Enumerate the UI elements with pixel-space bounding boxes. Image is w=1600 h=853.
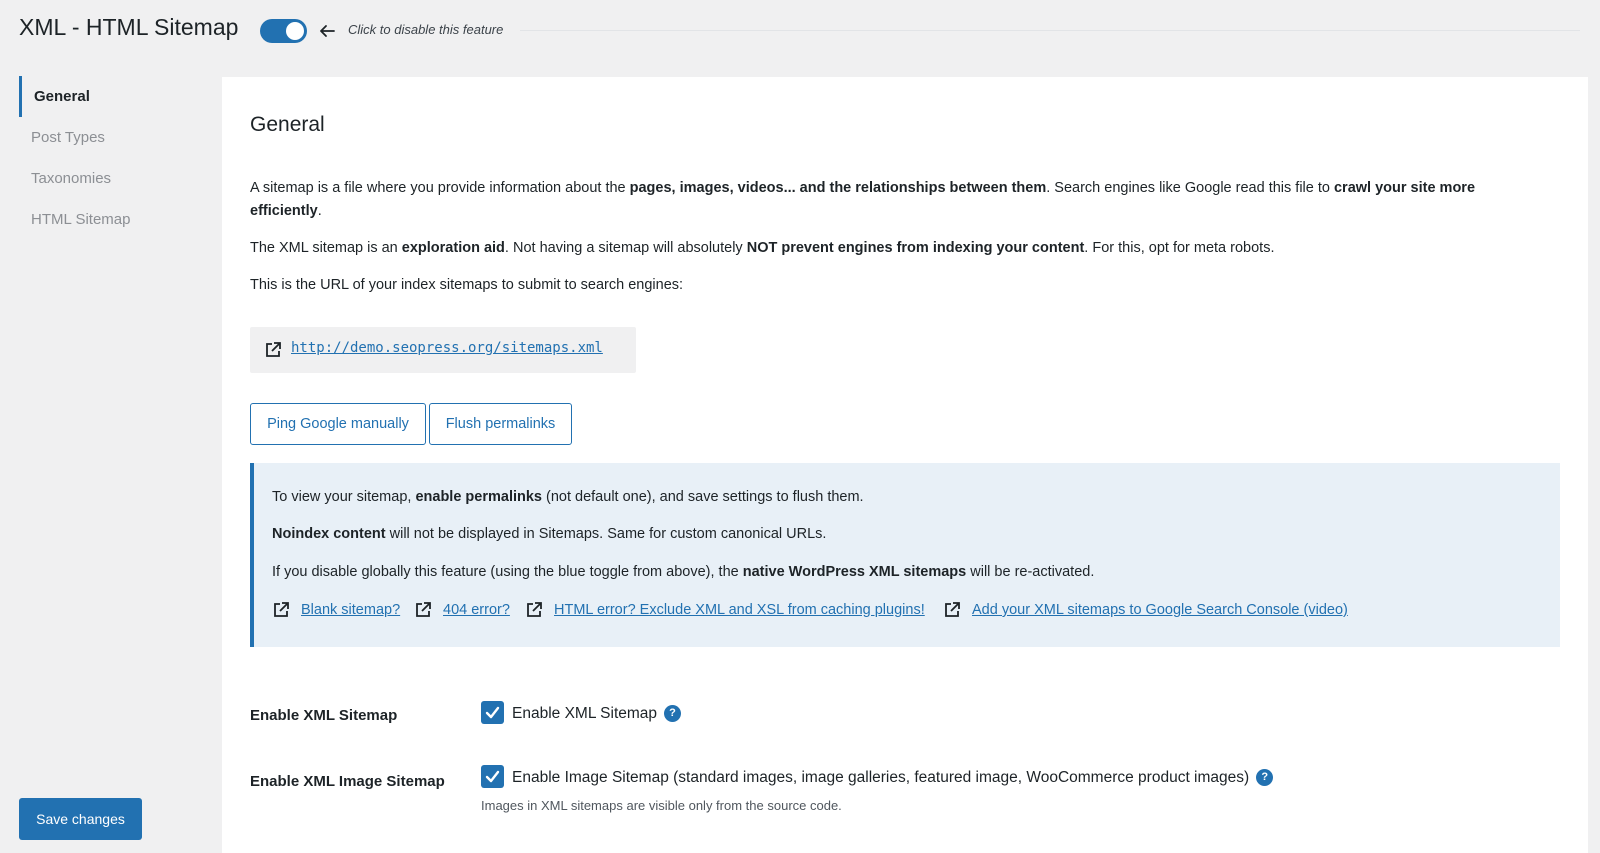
url-intro: This is the URL of your index sitemaps to submit to search engines: bbox=[250, 277, 684, 293]
404-error-link[interactable]: 404 error? bbox=[443, 602, 510, 618]
help-link-item bbox=[414, 599, 510, 621]
enable-image-sitemap-checkbox[interactable] bbox=[481, 765, 504, 788]
page-title: XML - HTML Sitemap bbox=[19, 14, 239, 40]
image-sitemap-description: Images in XML sitemaps are visible only from the source code. bbox=[481, 798, 842, 813]
ping-google-button[interactable]: Ping Google manually bbox=[250, 403, 426, 445]
sidebar-item-general[interactable]: General bbox=[0, 76, 222, 117]
html-error-link[interactable]: HTML error? Exclude XML and XSL from caching plugins! bbox=[554, 602, 925, 618]
flush-permalinks-button[interactable]: Flush permalinks bbox=[429, 403, 572, 445]
help-link-item bbox=[525, 599, 925, 621]
search-console-link[interactable]: Add your XML sitemaps to Google Search Console (video) bbox=[972, 602, 1348, 618]
sidebar bbox=[0, 76, 222, 240]
save-changes-button[interactable]: Save changes bbox=[19, 798, 142, 840]
notice-permalinks: To view your sitemap, enable permalinks (not default one), and save settings to flush them. bbox=[272, 489, 864, 505]
page-header bbox=[0, 0, 1600, 62]
checkmark-icon bbox=[484, 704, 501, 721]
external-link-icon bbox=[525, 601, 543, 619]
arrow-left-icon bbox=[318, 22, 336, 40]
help-icon[interactable]: ? bbox=[1256, 769, 1273, 786]
external-link-icon bbox=[264, 341, 282, 359]
help-icon[interactable]: ? bbox=[664, 705, 681, 722]
xml-sitemap-row-label: Enable XML Sitemap bbox=[250, 707, 398, 724]
section-title: General bbox=[250, 113, 325, 136]
toggle-knob bbox=[286, 22, 304, 40]
enable-image-sitemap-label: Enable Image Sitemap (standard images, image galleries, featured image, WooCommerce product images) ? bbox=[512, 769, 1273, 787]
sitemap-url-box bbox=[250, 327, 636, 373]
help-link-item bbox=[943, 599, 1348, 621]
sidebar-item-html-sitemap[interactable]: HTML Sitemap bbox=[31, 211, 131, 228]
checkmark-icon bbox=[484, 768, 501, 785]
image-sitemap-row-label: Enable XML Image Sitemap bbox=[250, 773, 445, 790]
header-divider bbox=[520, 30, 1580, 31]
notice-noindex: Noindex content will not be displayed in Sitemaps. Same for custom canonical URLs. bbox=[272, 526, 827, 542]
blank-sitemap-link[interactable]: Blank sitemap? bbox=[301, 602, 401, 618]
enable-xml-sitemap-label: Enable XML Sitemap ? bbox=[512, 705, 681, 723]
toggle-hint: Click to disable this feature bbox=[348, 22, 504, 37]
external-link-icon bbox=[272, 601, 290, 619]
feature-toggle[interactable] bbox=[260, 19, 307, 43]
sitemap-url-link[interactable]: http://demo.seopress.org/sitemaps.xml bbox=[291, 340, 603, 356]
external-link-icon bbox=[414, 601, 432, 619]
intro-paragraph: A sitemap is a file where you provide information about the pages, images, videos... and the relationships between them. Search engines like Google read this file to crawl your site more efficiently. bbox=[250, 180, 1476, 219]
sidebar-item-taxonomies[interactable]: Taxonomies bbox=[31, 170, 112, 187]
external-link-icon bbox=[943, 601, 961, 619]
info-notice bbox=[250, 463, 1560, 647]
notice-native-sitemaps: If you disable globally this feature (using the blue toggle from above), the native WordPress XML sitemaps will be re-activated. bbox=[272, 564, 1095, 580]
help-link-item bbox=[272, 599, 400, 621]
enable-xml-sitemap-checkbox[interactable] bbox=[481, 701, 504, 724]
exploration-paragraph: The XML sitemap is an exploration aid. Not having a sitemap will absolutely NOT prevent engines from indexing your content. For this, opt for meta robots. bbox=[250, 240, 1275, 256]
settings-card bbox=[222, 77, 1588, 853]
sidebar-item-post-types[interactable]: Post Types bbox=[31, 129, 105, 146]
